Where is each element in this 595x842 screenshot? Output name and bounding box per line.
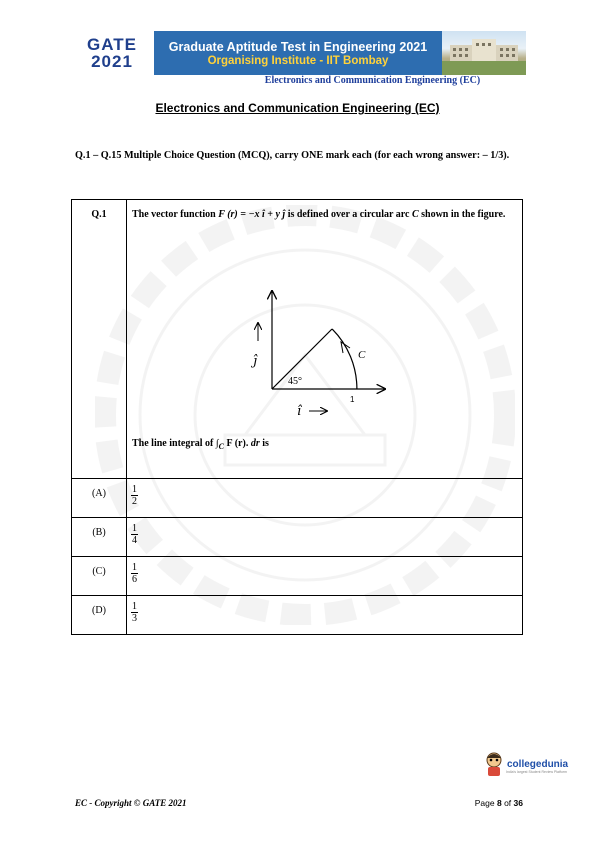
arc-symbol: C — [411, 209, 419, 220]
page-of: of — [501, 798, 514, 808]
footer-page-number — [475, 798, 523, 808]
integral-text-pre: The line integral of — [132, 438, 216, 449]
radius-label: 1 — [350, 395, 355, 404]
footer-copyright: EC - Copyright © GATE 2021 — [75, 798, 187, 808]
option-c-label-cell — [72, 557, 127, 596]
question-number-cell — [72, 200, 127, 479]
curve-label: C — [358, 349, 366, 361]
collegedunia-tagline: India's largest Student Review Platform — [506, 770, 567, 774]
line-integral-text — [127, 429, 522, 456]
option-b-label-cell — [72, 518, 127, 557]
option-row-a — [72, 479, 523, 518]
question-number: Q.1 — [91, 209, 107, 220]
banner-subtitle: Organising Institute - IIT Bombay — [207, 54, 389, 67]
option-d-numerator: 1 — [132, 601, 137, 612]
circular-arc-figure — [127, 237, 517, 427]
vector-function-expr: F (r) = −x î + y ĵ — [218, 209, 286, 220]
i-hat-label: î — [297, 404, 302, 419]
option-d-label: (D) — [92, 605, 106, 616]
option-a-denominator: 2 — [132, 496, 137, 507]
option-d-fraction — [131, 601, 138, 624]
dr-symbol: dr — [250, 438, 260, 449]
question-text-post: shown in the figure. — [418, 209, 506, 220]
header-banner — [70, 31, 526, 75]
page-current: 8 — [496, 798, 502, 808]
j-hat-label: ĵ — [253, 354, 258, 369]
banner-title: Graduate Aptitude Test in Engineering 2021 — [168, 39, 428, 54]
paper-name-header: Electronics and Communication Engineering (EC) — [264, 75, 481, 86]
option-a-label-cell — [72, 479, 127, 518]
option-b-numerator: 1 — [132, 523, 137, 534]
question-table — [71, 199, 523, 635]
option-b-label: (B) — [92, 527, 106, 538]
option-c-label: (C) — [92, 566, 106, 577]
page-total: 36 — [513, 798, 523, 808]
arc-c — [332, 329, 357, 389]
integral-text-post: is — [259, 438, 269, 449]
option-b-value-cell — [127, 518, 523, 557]
page-prefix: Page — [474, 798, 497, 808]
logo-line2: 2021 — [91, 52, 133, 71]
question-text — [127, 200, 522, 225]
integral-subscript: C — [218, 442, 224, 451]
option-d-label-cell — [72, 596, 127, 635]
option-row-b — [72, 518, 523, 557]
option-b-fraction — [131, 523, 138, 546]
option-a-fraction — [131, 484, 138, 507]
option-c-denominator: 6 — [132, 574, 137, 585]
collegedunia-name: collegedunia — [507, 758, 569, 770]
option-c-fraction — [131, 562, 138, 585]
question-row — [72, 200, 523, 479]
option-b-denominator: 4 — [132, 535, 137, 546]
logo-line1: GATE — [87, 35, 137, 54]
option-row-d — [72, 596, 523, 635]
option-d-denominator: 3 — [132, 613, 137, 624]
radius-45-line — [272, 329, 332, 389]
section-instructions: Q.1 – Q.15 Multiple Choice Question (MCQ), carry ONE mark each (for each wrong answer: – 1/3). — [75, 150, 510, 161]
option-a-label: (A) — [92, 488, 106, 499]
option-c-numerator: 1 — [132, 562, 137, 573]
page-title: Electronics and Communication Engineering (EC) — [155, 101, 440, 115]
integral-text-mid: F (r). — [223, 438, 251, 449]
option-a-numerator: 1 — [132, 484, 137, 495]
collegedunia-logo — [483, 749, 583, 779]
option-c-value-cell — [127, 557, 523, 596]
option-a-value-cell — [127, 479, 523, 518]
iit-building-image — [442, 31, 526, 75]
option-d-value-cell — [127, 596, 523, 635]
option-row-c — [72, 557, 523, 596]
integral-sign: ∫ — [215, 438, 219, 449]
question-body-cell — [127, 200, 523, 479]
mascot-icon — [483, 751, 505, 777]
question-text-pre: The vector function — [132, 209, 219, 220]
question-text-mid: is defined over a circular arc — [285, 209, 412, 220]
gate-2021-logo — [70, 31, 154, 75]
banner-text-block — [154, 31, 442, 75]
angle-label: 45° — [288, 376, 302, 387]
